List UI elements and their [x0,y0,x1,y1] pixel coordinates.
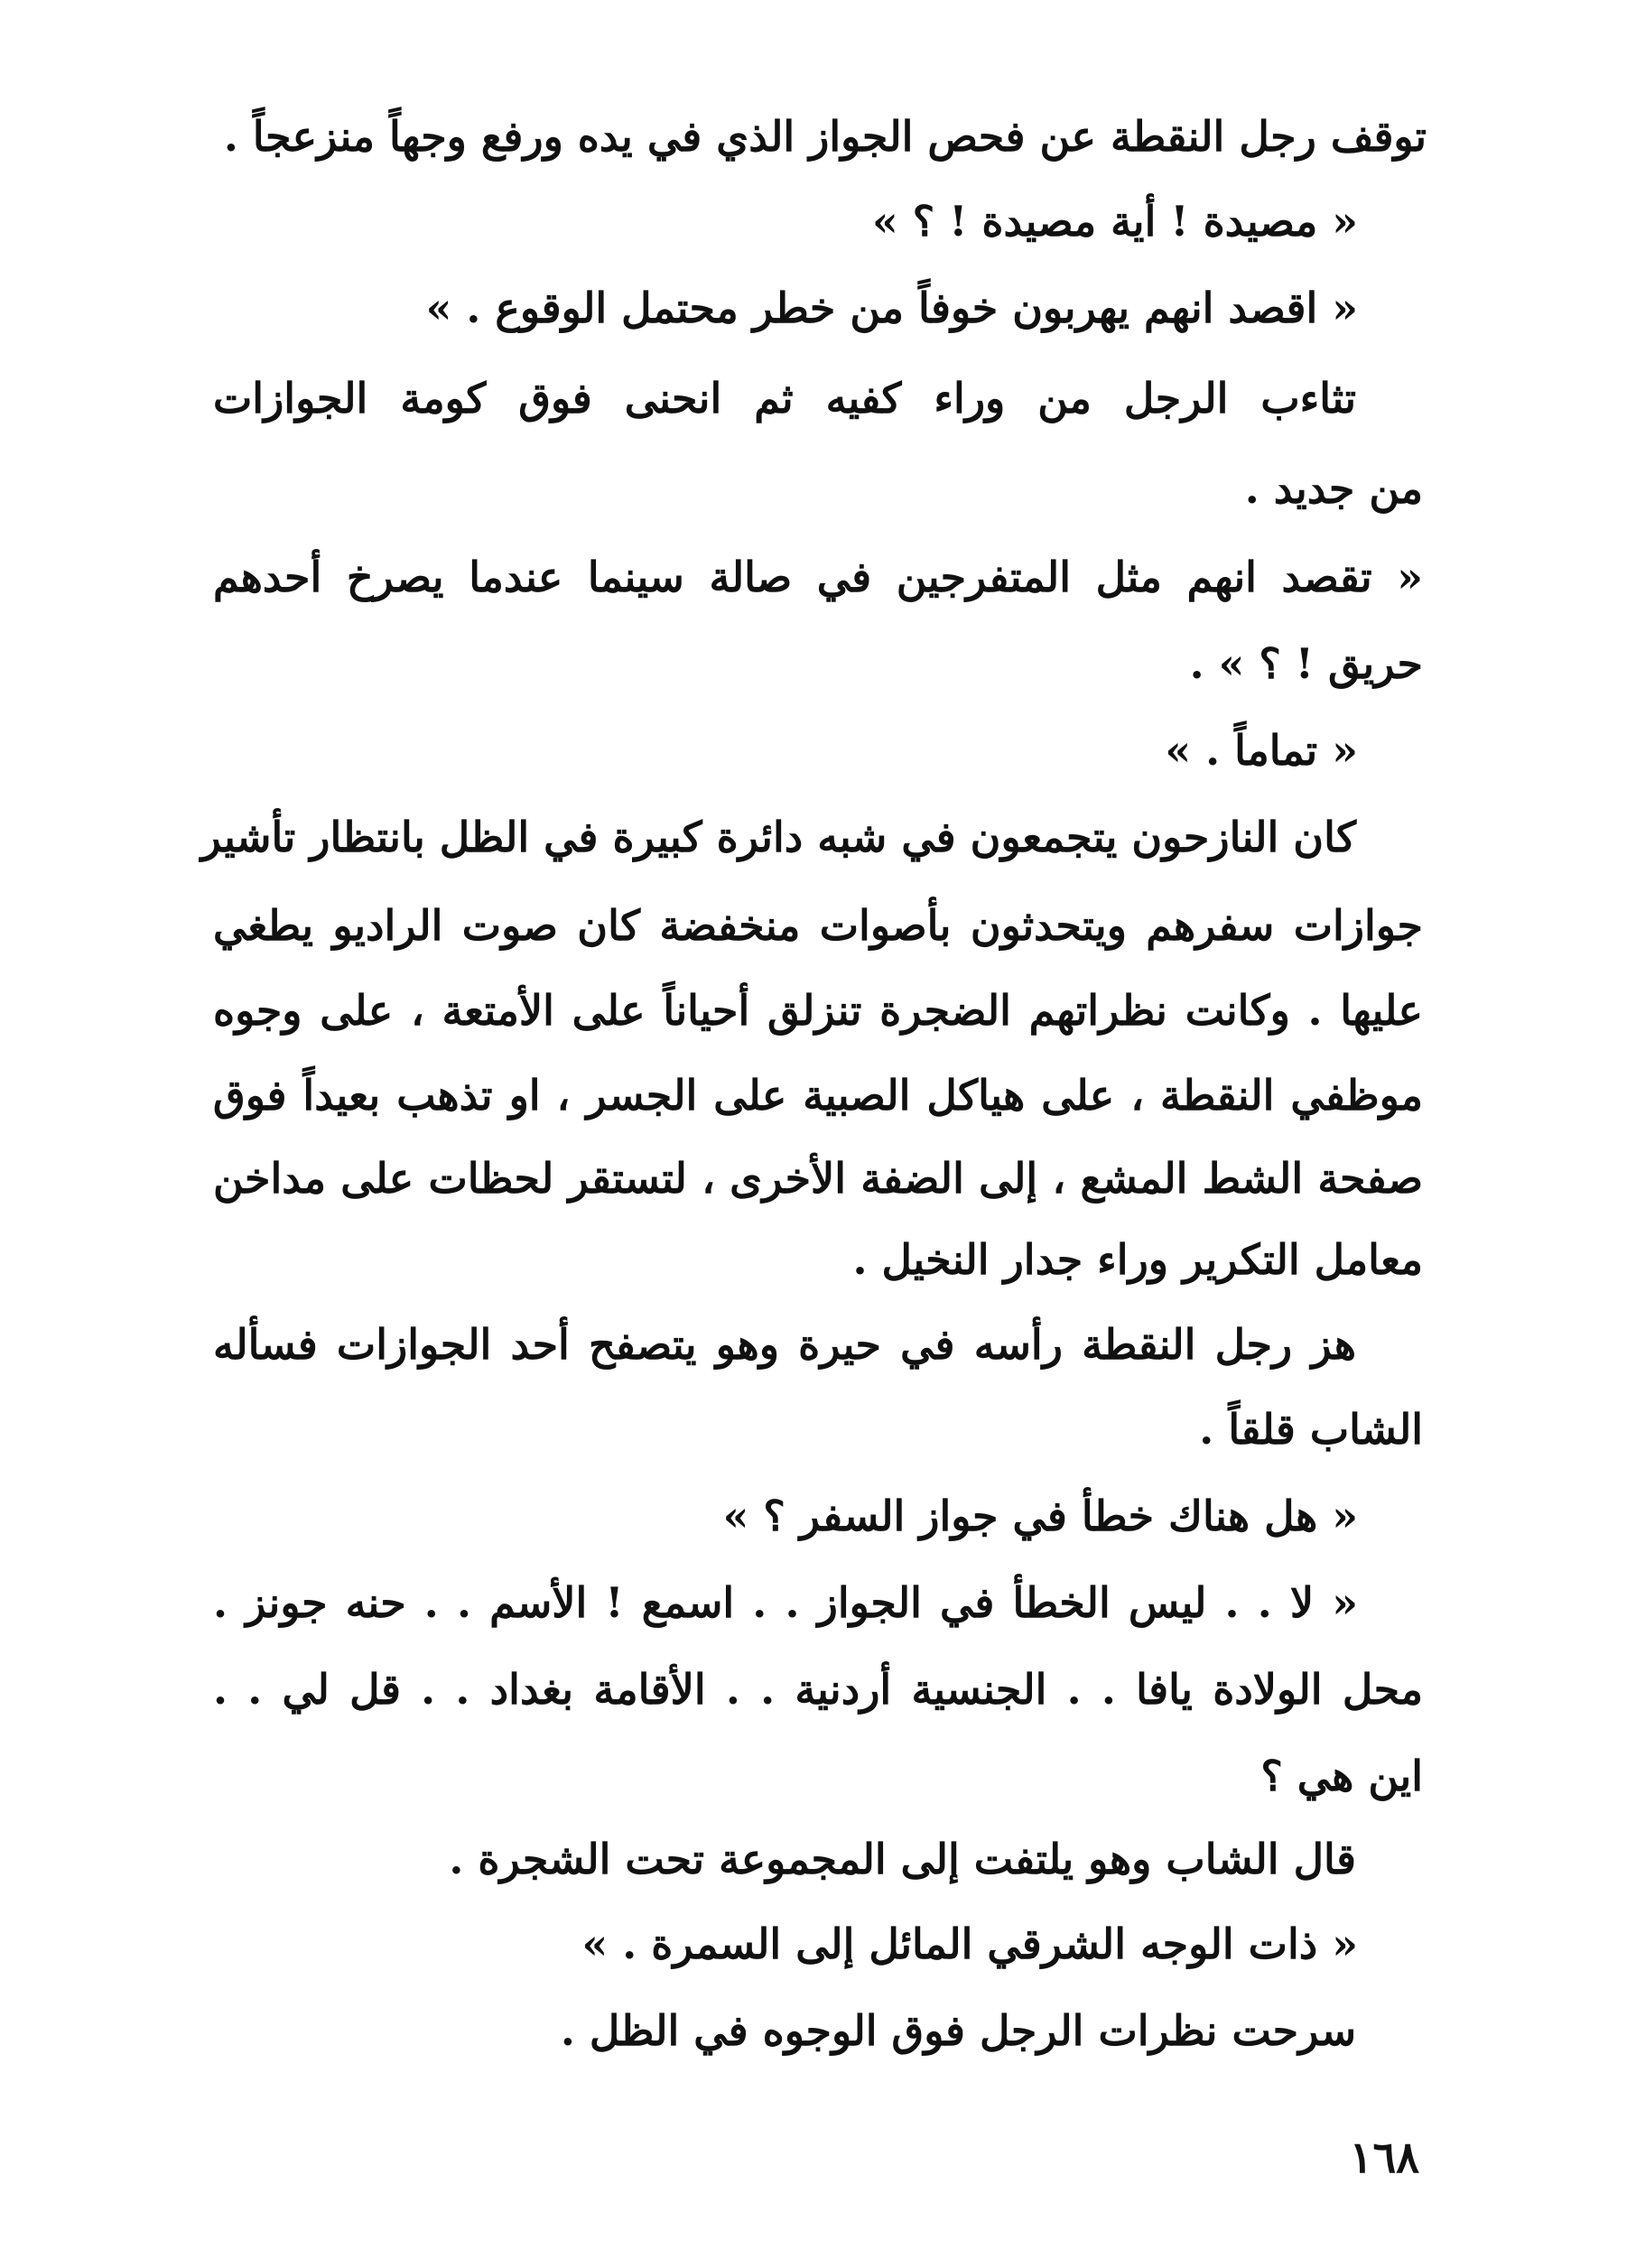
text-line: اين هي ؟ [1260,1752,1423,1800]
text-line: « هل هناك خطأ في جواز السفر ؟ » [722,1492,1358,1540]
text-line: « ذات الوجه الشرقي المائل إلى السمرة . » [581,1919,1358,1968]
text-line: عليها . وكانت نظراتهم الضجرة تنزلق أحياناً على الأمتعة ، على وجوه [213,986,1423,1035]
page-number: ١٦٨ [1349,2133,1419,2183]
text-line: معامل التكرير وراء جدار النخيل . [852,1235,1423,1284]
text-line: صفحة الشط المشع ، إلى الضفة الأخرى ، لتستقر لحظات على مداخن [213,1154,1423,1203]
text-line: « مصيدة ! أية مصيدة ! ؟ » [872,197,1358,246]
text-line: توقف رجل النقطة عن فحص الجواز الذي في يده ورفع وجهاً منزعجاً . [223,112,1427,161]
text-line: حريق ! ؟ » . [1189,639,1423,688]
text-line: تثاءب الرجل من وراء كفيه ثم انحنى فوق كومة الجوازات [213,374,1356,423]
text-line: « لا . . ليس الخطأ في الجواز . . اسمع ! الأسم . . حنه جونز . [213,1578,1358,1627]
text-line: هز رجل النقطة رأسه في حيرة وهو يتصفح أحد الجوازات فسأله [213,1320,1356,1369]
text-line: جوازات سفرهم ويتحدثون بأصوات منخفضة كان صوت الراديو يطغي [213,901,1423,950]
text-line: « تماماً . » [1165,726,1358,775]
text-line: الشاب قلقاً . [1199,1405,1423,1454]
text-line: « اقصد انهم يهربون خوفاً من خطر محتمل الوقوع . » [425,284,1358,332]
text-line: سرحت نظرات الرجل فوق الوجوه في الظل . [560,2006,1356,2055]
text-line: كان النازحون يتجمعون في شبه دائرة كبيرة في الظل بانتظار تأشير [200,813,1356,861]
text-line: من جديد . [1244,464,1423,513]
text-line: موظفي النقطة ، على هياكل الصبية على الجسر ، او تذهب بعيداً فوق [213,1071,1423,1120]
text-line: « تقصد انهم مثل المتفرجين في صالة سينما عندما يصرخ أحدهم [213,553,1423,601]
text-line: محل الولادة يافا . . الجنسية أردنية . . الأقامة بغداد . . قل لي . . [213,1665,1423,1714]
text-line: قال الشاب وهو يلتفت إلى المجموعة تحت الشجرة . [449,1835,1356,1883]
